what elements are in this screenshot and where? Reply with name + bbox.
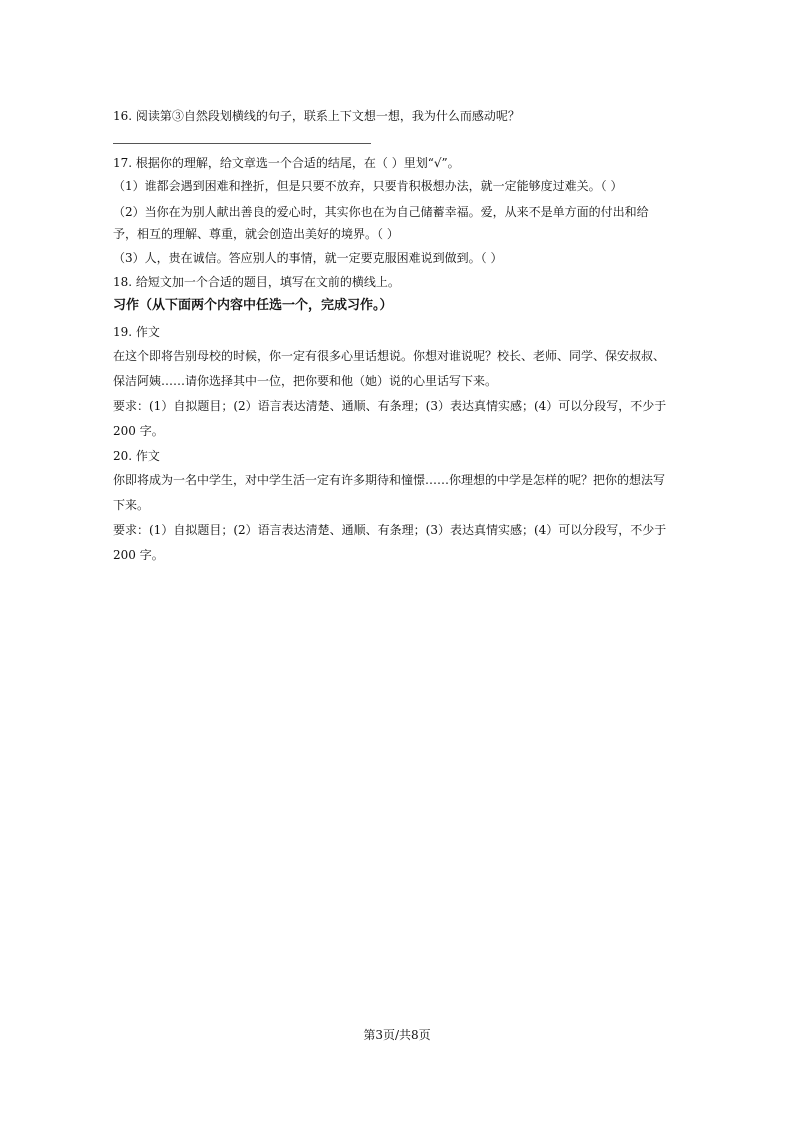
q20-line-1: 你即将成为一名中学生，对中学生活一定有许多期待和憧憬……你理想的中学是怎样的呢？把你的想法写	[113, 473, 666, 487]
q20-requirements: 要求：(1）自拟题目；(2）语言表达清楚、通顺、有条理；(3）表达真情实感；(4）可以分段写，不少于	[113, 523, 667, 537]
question-20-title: 20. 作文	[113, 449, 160, 463]
q17-option-2: （2）当你在为别人献出善良的爱心时，其实你也在为自己储蓄幸福。爱，从来不是单方面的付出和给	[113, 205, 649, 219]
q20-requirements-cont: 200 字。	[113, 548, 164, 562]
q20-line-2: 下来。	[113, 498, 150, 512]
question-18: 18. 给短文加一个合适的题目，填写在文前的横线上。	[113, 275, 400, 289]
q17-option-3: （3）人，贵在诚信。答应别人的事情，就一定要克服困难说到做到。（ ）	[113, 251, 503, 265]
question-17: 17. 根据你的理解，给文章选一个合适的结尾，在（ ）里划“√”。	[113, 156, 460, 170]
question-16: 16. 阅读第③自然段划横线的句子，联系上下文想一想，我为什么而感动呢？	[113, 109, 520, 123]
q19-line-1: 在这个即将告别母校的时候，你一定有很多心里话想说。你想对谁说呢？校长、老师、同学、保安叔叔、	[113, 349, 666, 363]
writing-section-heading: 习作（从下面两个内容中任选一个，完成习作。）	[113, 298, 393, 313]
answer-blank-line	[113, 143, 371, 144]
question-19-title: 19. 作文	[113, 325, 160, 339]
q19-requirements-cont: 200 字。	[113, 424, 164, 438]
q17-option-2-cont: 予，相互的理解、尊重，就会创造出美好的境界。（ ）	[113, 227, 399, 241]
q19-requirements: 要求：(1）自拟题目；(2）语言表达清楚、通顺、有条理；(3）表达真情实感；(4）可以分段写，不少于	[113, 399, 667, 413]
q19-line-2: 保洁阿姨……请你选择其中一位，把你要和他（她）说的心里话写下来。	[113, 374, 498, 388]
page-number: 第3页/共8页	[363, 1028, 431, 1042]
q17-option-1: （1）谁都会遇到困难和挫折，但是只要不放弃，只要肯积极想办法，就一定能够度过难关。（ ）	[113, 179, 623, 193]
